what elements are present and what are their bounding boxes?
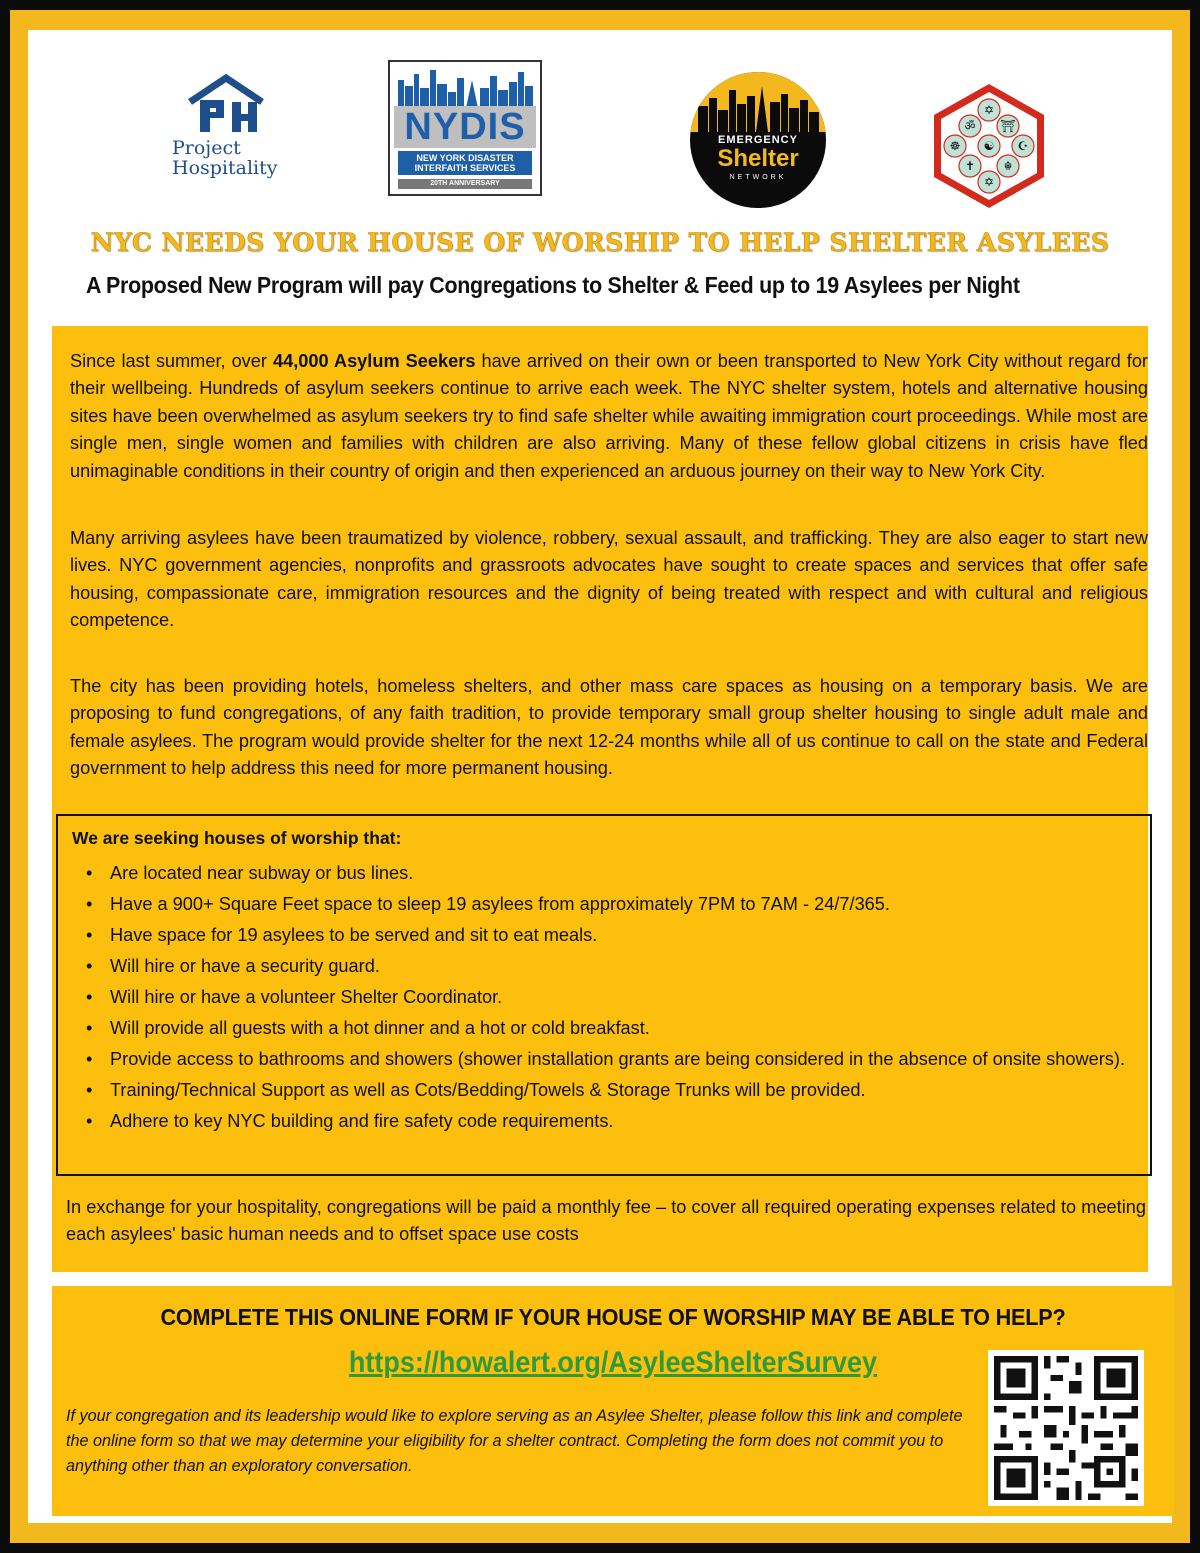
intro-paragraph	[70, 348, 1148, 485]
bullet-icon: •	[86, 925, 93, 945]
nydis-logo	[388, 60, 542, 196]
ph-line1: Project	[172, 137, 241, 159]
svg-text:☬: ☬	[1003, 159, 1013, 173]
nydis-sub-line2: INTERFAITH SERVICES	[414, 163, 516, 173]
qr-code-icon[interactable]	[988, 1350, 1144, 1506]
bullet-icon: •	[86, 894, 93, 914]
svg-text:✝: ✝	[964, 159, 976, 173]
list-item-text: Adhere to key NYC building and fire safety code requirements.	[110, 1111, 614, 1131]
list-item	[72, 920, 1132, 951]
interfaith-symbols-hexagon-icon	[930, 82, 1048, 210]
bullet-icon: •	[86, 987, 93, 1007]
survey-link[interactable]: https://howalert.org/AsyleeShelterSurvey	[348, 1346, 878, 1379]
list-item	[72, 889, 1132, 920]
esn-line3: NETWORK	[729, 174, 787, 181]
program-description-box	[52, 326, 1148, 1272]
nydis-anniversary: 20TH ANNIVERSARY	[398, 179, 532, 189]
house-icon	[186, 74, 276, 136]
emergency-shelter-network-logo	[690, 72, 826, 208]
requirements-box	[56, 814, 1152, 1176]
bullet-icon: •	[86, 1018, 93, 1038]
skyline-icon	[394, 66, 536, 108]
intro-post: have arrived on their own or been transported to New York City without regard for their wellbeing. Hundreds of asylum seekers continue to arrive each week. The NYC shelter system, hotels and alternative housing sites have been overwhelmed as asylum seekers try to find safe shelter while awaiting immigration court proceedings. While most are single men, single women and families with children are also arriving. Many of these fellow global citizens in crisis have fled unimaginable conditions in their country of origin and then experienced an arduous journey on their way to New York City.	[70, 351, 1148, 481]
intro-pre: Since last summer, over	[70, 351, 273, 371]
page-subtitle: A Proposed New Program will pay Congregations to Shelter & Feed up to 19 Asylees per Night	[86, 272, 1020, 298]
svg-text:⛩: ⛩	[1000, 119, 1016, 133]
page-title: NYC NEEDS YOUR HOUSE OF WORSHIP TO HELP SHELTER ASYLEES	[90, 228, 1110, 257]
trauma-paragraph: Many arriving asylees have been traumatized by violence, robbery, sexual assault, and trafficking. They are also eager to start new lives. NYC government agencies, nonprofits and grassroots advocates have sought to create spaces and services that offer safe housing, compassionate care, immigration resources and the dignity of being treated with respect and with cultural and religious competence.	[70, 528, 1148, 631]
list-item	[72, 1075, 1132, 1106]
asylum-seekers-count: 44,000 Asylum Seekers	[272, 351, 476, 371]
cta-heading: COMPLETE THIS ONLINE FORM IF YOUR HOUSE OF WORSHIP MAY BE ABLE TO HELP?	[160, 1304, 1066, 1330]
svg-text:✡: ✡	[983, 175, 995, 189]
nydis-sub-line1: NEW YORK DISASTER	[416, 153, 514, 163]
bullet-icon: •	[86, 863, 93, 883]
list-item-text: Provide access to bathrooms and showers (shower installation grants are being considered in the absence of onsite showers).	[110, 1049, 1126, 1069]
list-item	[72, 1013, 1132, 1044]
list-item-text: Have space for 19 asylees to be served and sit to eat meals.	[110, 925, 598, 945]
list-item	[72, 858, 1132, 889]
svg-text:☸: ☸	[949, 139, 961, 153]
bullet-icon: •	[86, 1049, 93, 1069]
proposal-paragraph: The city has been providing hotels, homeless shelters, and other mass care spaces as housing on a temporary basis. We are proposing to fund congregations, of any faith tradition, to provide temporary small group shelter housing to single adult male and female asylees. The program would provide shelter for the next 12-24 months while all of us continue to call on the state and Federal government to help address this need for more permanent housing.	[70, 676, 1148, 779]
list-item-text: Will hire or have a volunteer Shelter Coordinator.	[110, 987, 503, 1007]
svg-text:✡: ✡	[983, 103, 995, 117]
list-item	[72, 1044, 1132, 1075]
list-item-text: Are located near subway or bus lines.	[110, 863, 414, 883]
list-item	[72, 982, 1132, 1013]
cta-note: If your congregation and its leadership would like to explore serving as an Asylee Shelter, please follow this link and complete the online form so that we may determine your eligibility for a shelter contract. Completing the form does not commit you to anything other than an exploratory conversation.	[66, 1407, 963, 1475]
svg-text:☯: ☯	[983, 139, 995, 153]
list-item-text: Will provide all guests with a hot dinner and a hot or cold breakfast.	[110, 1018, 650, 1038]
nydis-subtitle	[398, 151, 532, 175]
requirements-heading: We are seeking houses of worship that:	[72, 828, 402, 848]
payment-paragraph: In exchange for your hospitality, congregations will be paid a monthly fee – to cover all required operating expenses related to meeting each asylees' basic human needs and to offset space use costs	[66, 1197, 1146, 1245]
list-item-text: Have a 900+ Square Feet space to sleep 19 asylees from approximately 7PM to 7AM - 24/7/365.	[110, 894, 890, 914]
city-skyline-icon	[690, 72, 826, 132]
list-item-text: Will hire or have a security guard.	[110, 956, 380, 976]
list-item	[72, 951, 1132, 982]
esn-line1: EMERGENCY	[718, 134, 798, 146]
flyer	[28, 30, 1172, 1523]
requirements-list	[72, 858, 1132, 1137]
project-hospitality-logo	[172, 74, 312, 184]
bullet-icon: •	[86, 1080, 93, 1100]
ph-wordmark	[172, 138, 312, 178]
esn-line2: Shelter	[717, 145, 799, 172]
svg-text:☪: ☪	[1017, 139, 1029, 153]
bullet-icon: •	[86, 956, 93, 976]
list-item-text: Training/Technical Support as well as Cots/Bedding/Towels & Storage Trunks will be provided.	[110, 1080, 866, 1100]
svg-text:ॐ: ॐ	[964, 119, 976, 133]
list-item	[72, 1106, 1132, 1137]
bullet-icon: •	[86, 1111, 93, 1131]
call-to-action-box	[52, 1286, 1174, 1516]
nydis-wordmark: NYDIS	[394, 106, 536, 148]
ph-line2: Hospitality	[172, 157, 278, 179]
page-frame	[10, 10, 1190, 1543]
